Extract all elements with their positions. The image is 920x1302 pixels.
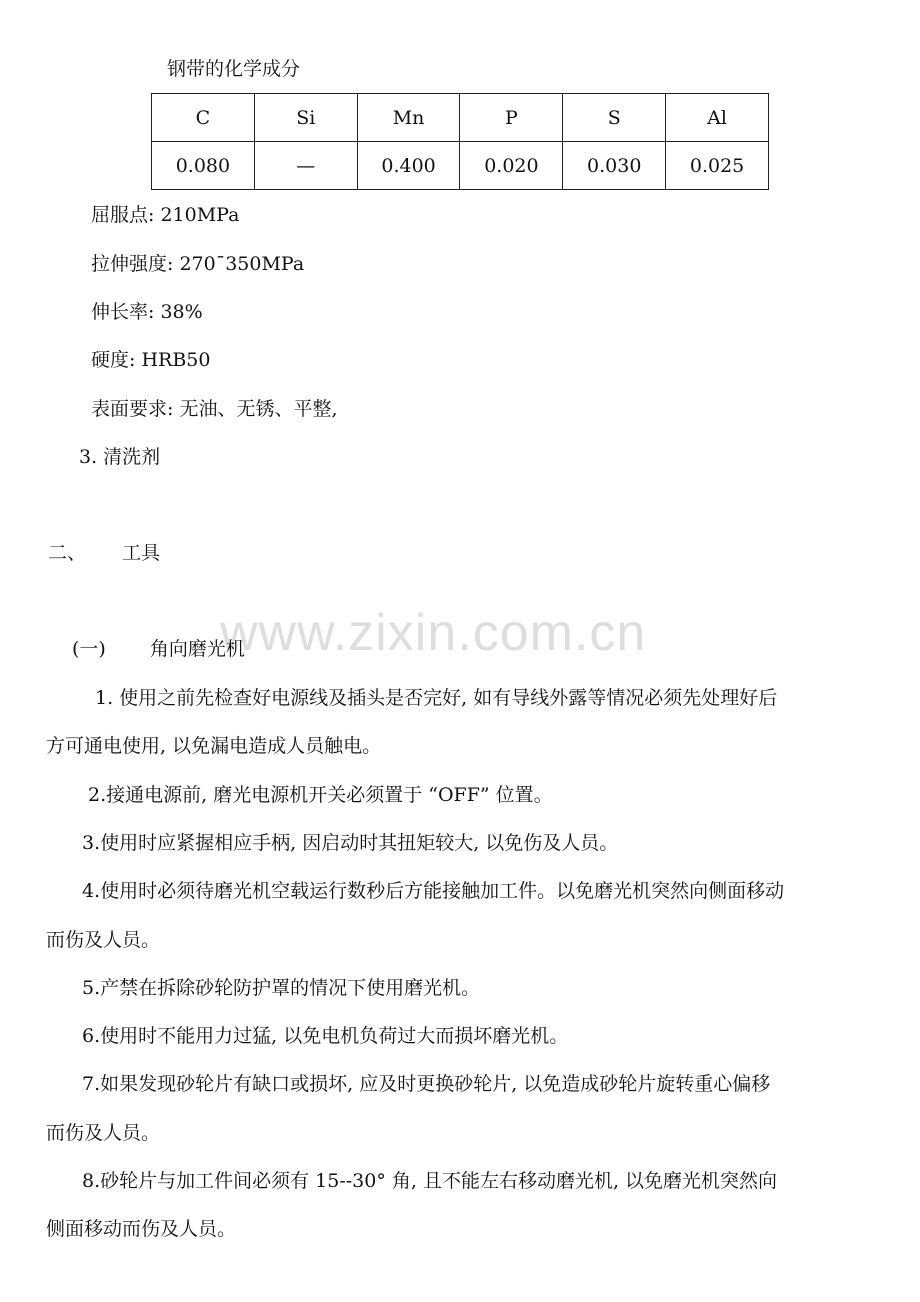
rule-3: 3.使用时应紧握相应手柄, 因启动时其扭矩较大, 以免伤及人员。	[82, 832, 619, 854]
section-number: 二、	[48, 542, 87, 564]
table-header-row	[152, 94, 769, 142]
yield-point: 屈服点: 210MPa	[91, 204, 240, 226]
table-cell: 0.400	[357, 142, 460, 190]
rule-2: 2.接通电源前, 磨光电源机开关必须置于 “OFF” 位置。	[88, 784, 553, 806]
table-caption: 钢带的化学成分	[167, 58, 301, 80]
table-header-cell: C	[152, 94, 255, 142]
rule-6: 6.使用时不能用力过猛, 以免电机负荷过大而损坏磨光机。	[82, 1025, 569, 1047]
table-row	[152, 142, 769, 190]
elongation: 伸长率: 38%	[91, 301, 203, 323]
hardness: 硬度: HRB50	[91, 349, 211, 371]
table-cell: 0.025	[666, 142, 769, 190]
table-cell: —	[254, 142, 357, 190]
rule-5: 5.产禁在拆除砂轮防护罩的情况下使用磨光机。	[82, 977, 481, 999]
table-cell: 0.080	[152, 142, 255, 190]
section-title: 工具	[122, 542, 161, 564]
table-cell: 0.030	[563, 142, 666, 190]
rule-7-line-2: 而伤及人员。	[46, 1122, 161, 1144]
tensile-strength: 拉伸强度: 270¯350MPa	[91, 253, 305, 275]
subsection-number: (一)	[72, 638, 106, 660]
table-header-cell: Si	[254, 94, 357, 142]
rule-8-line-2: 侧面移动而伤及人员。	[46, 1218, 237, 1240]
rule-4-line-2: 而伤及人员。	[46, 929, 161, 951]
rule-1-line-1: 1. 使用之前先检查好电源线及插头是否完好, 如有导线外露等情况必须先处理好后	[95, 687, 778, 709]
table-header-cell: Al	[666, 94, 769, 142]
table-header-cell: S	[563, 94, 666, 142]
surface-requirement: 表面要求: 无油、无锈、平整,	[91, 398, 338, 420]
watermark: www.zixin.com.cn	[220, 604, 647, 662]
rule-1-line-2: 方可通电使用, 以免漏电造成人员触电。	[46, 735, 382, 757]
item-cleaning-agent: 3. 清洗剂	[79, 446, 161, 468]
table-header-cell: Mn	[357, 94, 460, 142]
subsection-title: 角向磨光机	[149, 638, 245, 660]
rule-8-line-1: 8.砂轮片与加工件间必须有 15--30° 角, 且不能左右移动磨光机, 以免磨光机突然向	[82, 1170, 778, 1192]
table-cell: 0.020	[460, 142, 563, 190]
chemical-composition-table	[151, 93, 769, 190]
rule-4-line-1: 4.使用时必须待磨光机空载运行数秒后方能接触加工件。以免磨光机突然向侧面移动	[82, 880, 785, 902]
table-header-cell: P	[460, 94, 563, 142]
section-heading	[48, 541, 160, 565]
rule-7-line-1: 7.如果发现砂轮片有缺口或损坏, 应及时更换砂轮片, 以免造成砂轮片旋转重心偏移	[82, 1073, 771, 1095]
subsection-heading	[72, 637, 245, 661]
